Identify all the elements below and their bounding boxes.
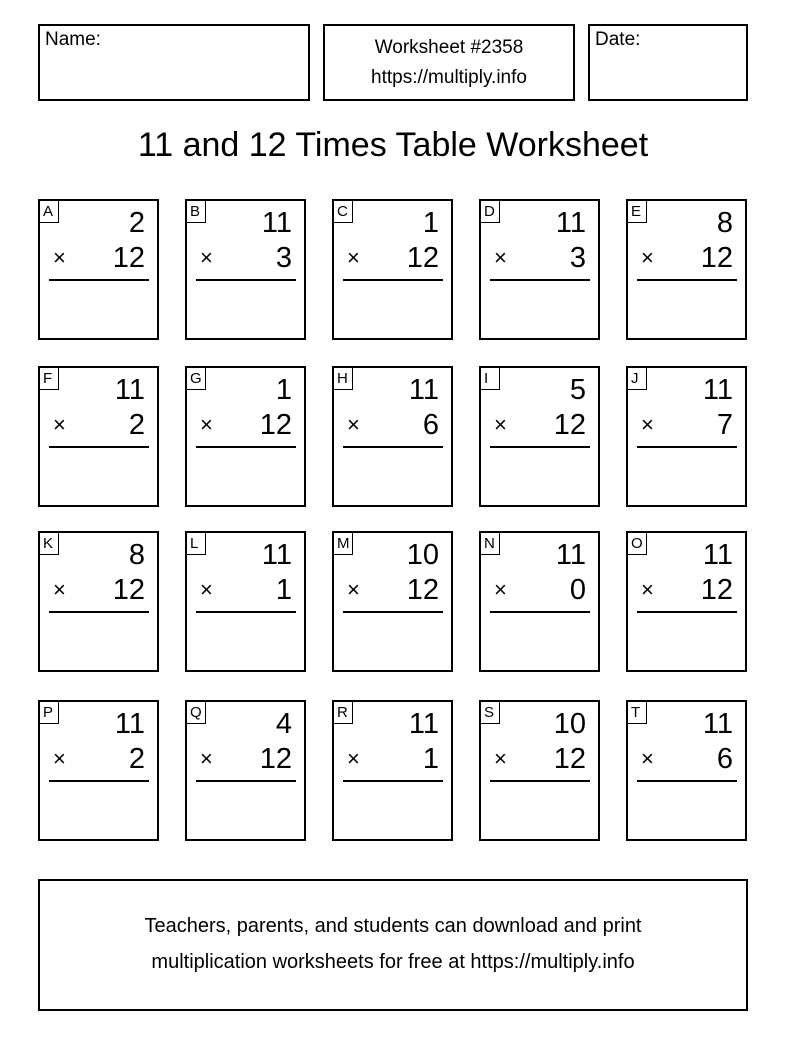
problem-card[interactable] <box>626 366 747 507</box>
problem-card[interactable] <box>38 700 159 841</box>
problem-card[interactable] <box>626 531 747 672</box>
multiplier: 12 <box>112 242 145 274</box>
problem-letter: R <box>334 702 353 724</box>
problem-letter: Q <box>187 702 206 724</box>
multiplier: 12 <box>553 743 586 775</box>
worksheet-info-box <box>323 24 575 101</box>
multiply-sign: × <box>494 245 507 270</box>
multiplicand: 8 <box>128 539 145 571</box>
answer-line <box>490 611 590 613</box>
problem-letter: L <box>187 533 206 555</box>
multiplicand: 11 <box>702 708 733 740</box>
multiplicand: 11 <box>408 374 439 406</box>
page-title: 11 and 12 Times Table Worksheet <box>137 126 649 164</box>
problem-letter: K <box>40 533 59 555</box>
problem-card[interactable] <box>38 366 159 507</box>
answer-line <box>196 279 296 281</box>
date-label: Date: <box>595 29 641 50</box>
problem-letter: F <box>40 368 59 390</box>
multiplier: 12 <box>259 743 292 775</box>
multiply-sign: × <box>200 245 213 270</box>
problem-card[interactable] <box>332 700 453 841</box>
multiplier: 12 <box>406 242 439 274</box>
answer-line <box>49 446 149 448</box>
multiplier: 2 <box>128 743 145 775</box>
problem-card[interactable] <box>479 531 600 672</box>
multiplicand: 11 <box>702 374 733 406</box>
multiply-sign: × <box>200 577 213 602</box>
multiplicand: 10 <box>553 708 586 740</box>
problem-letter: T <box>628 702 647 724</box>
problem-letter: P <box>40 702 59 724</box>
multiplicand: 1 <box>422 207 439 239</box>
multiplier: 3 <box>275 242 292 274</box>
date-field[interactable] <box>588 24 748 101</box>
answer-line <box>637 780 737 782</box>
name-field[interactable] <box>38 24 310 101</box>
footer-line-2: multiplication worksheets for free at https://multiply.info <box>151 951 635 973</box>
multiplier: 6 <box>716 743 733 775</box>
answer-line <box>637 446 737 448</box>
multiplicand: 2 <box>128 207 145 239</box>
problem-letter: D <box>481 201 500 223</box>
problem-letter: G <box>187 368 206 390</box>
multiplicand: 8 <box>716 207 733 239</box>
multiply-sign: × <box>200 412 213 437</box>
multiply-sign: × <box>494 746 507 771</box>
answer-line <box>490 279 590 281</box>
problem-card[interactable] <box>479 366 600 507</box>
multiplicand: 11 <box>114 374 145 406</box>
answer-line <box>343 279 443 281</box>
multiplier: 1 <box>422 743 439 775</box>
multiplicand: 1 <box>275 374 292 406</box>
problem-card[interactable] <box>185 199 306 340</box>
multiplier: 6 <box>422 409 439 441</box>
answer-line <box>637 279 737 281</box>
multiplier: 1 <box>275 574 292 606</box>
worksheet-number: Worksheet #2358 <box>374 37 524 58</box>
multiplicand: 11 <box>261 207 292 239</box>
problem-card[interactable] <box>332 366 453 507</box>
multiply-sign: × <box>347 577 360 602</box>
problem-card[interactable] <box>38 199 159 340</box>
multiplicand: 11 <box>555 539 586 571</box>
footer-box <box>38 879 748 1011</box>
problem-letter: N <box>481 533 500 555</box>
problem-letter: I <box>481 368 500 390</box>
multiplicand: 11 <box>261 539 292 571</box>
answer-line <box>343 611 443 613</box>
multiply-sign: × <box>347 746 360 771</box>
multiply-sign: × <box>200 746 213 771</box>
multiply-sign: × <box>53 746 66 771</box>
problem-letter: J <box>628 368 647 390</box>
problem-card[interactable] <box>185 531 306 672</box>
answer-line <box>49 780 149 782</box>
problem-letter: S <box>481 702 500 724</box>
problem-card[interactable] <box>185 366 306 507</box>
problem-letter: A <box>40 201 59 223</box>
multiply-sign: × <box>641 577 654 602</box>
multiplier: 12 <box>112 574 145 606</box>
answer-line <box>637 611 737 613</box>
answer-line <box>343 780 443 782</box>
multiply-sign: × <box>347 412 360 437</box>
name-label: Name: <box>45 29 101 50</box>
problem-letter: O <box>628 533 647 555</box>
multiply-sign: × <box>494 412 507 437</box>
answer-line <box>490 780 590 782</box>
multiply-sign: × <box>53 577 66 602</box>
multiplicand: 11 <box>555 207 586 239</box>
answer-line <box>49 611 149 613</box>
problem-card[interactable] <box>38 531 159 672</box>
answer-line <box>196 446 296 448</box>
multiplicand: 4 <box>275 708 292 740</box>
multiplier: 0 <box>569 574 586 606</box>
multiplier: 12 <box>700 574 733 606</box>
multiply-sign: × <box>641 245 654 270</box>
answer-line <box>49 279 149 281</box>
multiplier: 3 <box>569 242 586 274</box>
multiplicand: 5 <box>569 374 586 406</box>
worksheet-url: https://multiply.info <box>371 67 527 88</box>
answer-line <box>343 446 443 448</box>
multiplicand: 11 <box>408 708 439 740</box>
multiplier: 12 <box>700 242 733 274</box>
multiply-sign: × <box>53 245 66 270</box>
multiplicand: 11 <box>702 539 733 571</box>
multiply-sign: × <box>347 245 360 270</box>
problem-letter: C <box>334 201 353 223</box>
problem-letter: M <box>334 533 353 555</box>
problem-letter: B <box>187 201 206 223</box>
multiplier: 12 <box>406 574 439 606</box>
problem-card[interactable] <box>185 700 306 841</box>
problem-letter: H <box>334 368 353 390</box>
multiplier: 12 <box>553 409 586 441</box>
multiplicand: 10 <box>406 539 439 571</box>
multiply-sign: × <box>53 412 66 437</box>
footer-line-1: Teachers, parents, and students can download and print <box>144 915 642 937</box>
multiply-sign: × <box>494 577 507 602</box>
problem-card[interactable] <box>479 199 600 340</box>
multiply-sign: × <box>641 746 654 771</box>
problem-card[interactable] <box>332 531 453 672</box>
problem-letter: E <box>628 201 647 223</box>
answer-line <box>490 446 590 448</box>
problem-card[interactable] <box>626 700 747 841</box>
multiplier: 12 <box>259 409 292 441</box>
multiplier: 2 <box>128 409 145 441</box>
problem-card[interactable] <box>479 700 600 841</box>
multiplier: 7 <box>716 409 733 441</box>
answer-line <box>196 780 296 782</box>
answer-line <box>196 611 296 613</box>
multiply-sign: × <box>641 412 654 437</box>
problem-card[interactable] <box>332 199 453 340</box>
multiplicand: 11 <box>114 708 145 740</box>
problem-card[interactable] <box>626 199 747 340</box>
